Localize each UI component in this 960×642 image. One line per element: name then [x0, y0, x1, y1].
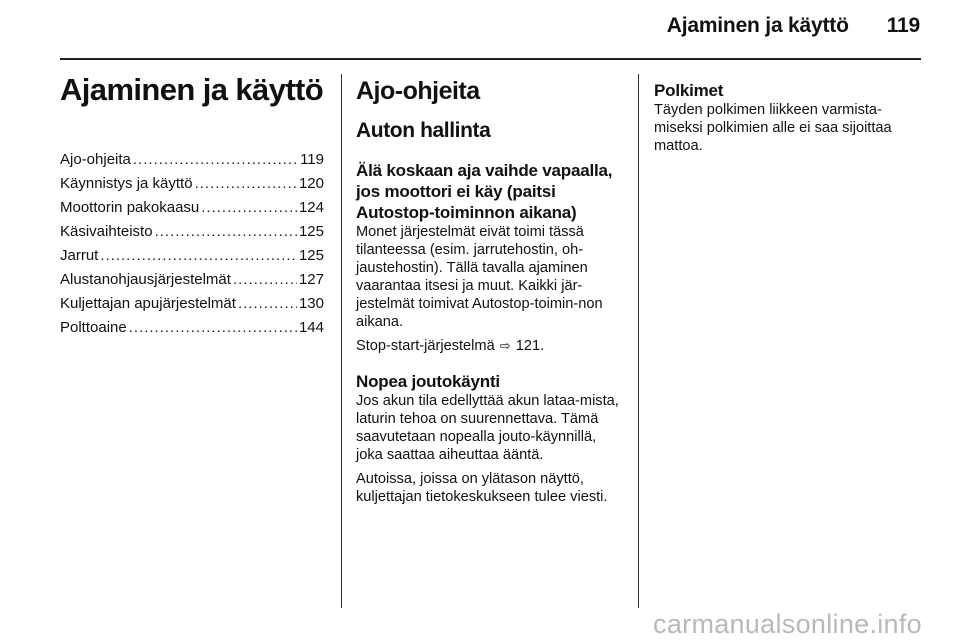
toc-leader [155, 220, 297, 244]
toc-label: Moottorin pakokaasu [60, 199, 200, 216]
toc-label: Jarrut [60, 247, 99, 264]
warning-heading: Älä koskaan aja vaihde vapaalla, jos moottori ei käy (paitsi Autostop-toiminnon aikana) [356, 161, 613, 222]
chapter-title: Ajaminen ja käyttö [60, 72, 324, 107]
column-divider-left [341, 74, 342, 608]
toc-label: Kuljettajan apujärjestelmät [60, 295, 236, 312]
toc-leader [100, 244, 297, 268]
toc-leader [201, 196, 297, 220]
idle-text: Jos akun tila edellyttää akun lataa-mista, laturin tehoa on suurennettava. Tämä saavutetaan nopealla jouto-käynnillä, joka saattaa aiheuttaa ääntä. [356, 393, 619, 463]
toc-entry[interactable] [60, 220, 324, 244]
toc-leader [195, 172, 297, 196]
toc-entry[interactable] [60, 316, 324, 340]
toc-label: Ajo-ohjeita [60, 151, 131, 168]
toc-page: 125 [298, 247, 324, 264]
reference-page: 121. [515, 338, 545, 354]
toc-page: 144 [298, 319, 324, 336]
column-divider-right [638, 74, 639, 608]
toc-page: 130 [298, 295, 324, 312]
toc-entry[interactable] [60, 172, 324, 196]
warning-text: Monet järjestelmät eivät toimi tässä tilanteessa (esim. jarrutehostin, oh-jaustehostin). Tällä tavalla ajaminen vaarantaa itsesi ja muut. Kaikki jär-jestelmät toimivat Autostop-toimin-non aikana. [356, 224, 603, 330]
toc-leader [133, 148, 298, 172]
toc-entry[interactable] [60, 148, 324, 172]
toc-page: 127 [298, 271, 324, 288]
subsection-title: Auton hallinta [356, 119, 491, 142]
idle-text-display-note: Autoissa, joissa on ylätason näyttö, kuljettajan tietokeskukseen tulee viesti. [356, 471, 608, 505]
toc-leader [238, 292, 297, 316]
reference-text: Stop-start-järjestelmä [356, 338, 495, 354]
toc-page: 124 [298, 199, 324, 216]
toc-page: 119 [300, 151, 324, 168]
toc-label: Polttoaine [60, 319, 127, 336]
watermark: carmanualsonline.info [653, 609, 922, 639]
page-number: 119 [886, 14, 920, 37]
toc-leader [129, 316, 297, 340]
cross-reference[interactable] [356, 337, 626, 355]
toc-entry[interactable] [60, 292, 324, 316]
reference-arrow-icon: ⇨ [499, 338, 511, 353]
toc-page: 120 [298, 175, 324, 192]
section-title: Ajo-ohjeita [356, 77, 480, 105]
toc-leader [233, 268, 297, 292]
toc-entry[interactable] [60, 196, 324, 220]
toc-page: 125 [298, 223, 324, 240]
idle-heading: Nopea joutokäynti [356, 372, 500, 391]
header-rule [60, 58, 921, 60]
running-header [667, 14, 920, 38]
toc-entry[interactable] [60, 268, 324, 292]
running-title: Ajaminen ja käyttö [666, 14, 849, 37]
toc-label: Käsivaihteisto [60, 223, 153, 240]
toc-label: Käynnistys ja käyttö [60, 175, 193, 192]
pedals-heading: Polkimet [654, 81, 724, 100]
pedals-text: Täyden polkimen liikkeen varmista-miseksi polkimien alle ei saa sijoittaa mattoa. [654, 102, 892, 154]
toc-label: Alustanohjausjärjestelmät [60, 271, 231, 288]
toc-entry[interactable] [60, 244, 324, 268]
table-of-contents [60, 148, 324, 340]
